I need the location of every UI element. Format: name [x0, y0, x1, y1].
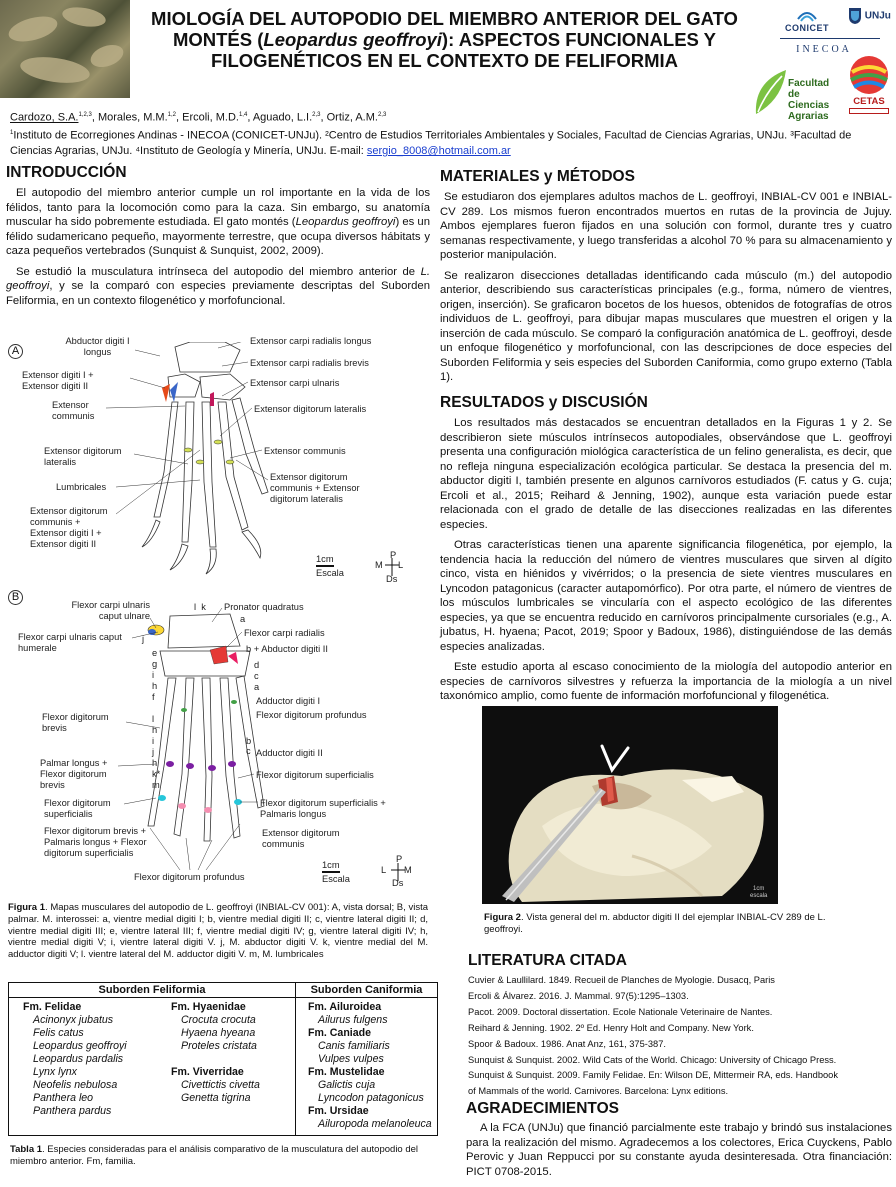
- title-part: MONTÉS (: [172, 29, 264, 50]
- figure1a-leader-lines: [0, 342, 430, 582]
- letters-left-column: e g i h f l h i j h k* m: [152, 648, 161, 790]
- author-sup: 2,3: [312, 112, 321, 118]
- text: , y se la comparó con especies previamente descriptas del Suborden Feliformia, en un contexto filogenético y morfofuncional.: [6, 280, 430, 307]
- results-section: [440, 394, 892, 704]
- text: Se estudió la musculatura intrínseca del autopodio del miembro anterior de: [16, 265, 421, 278]
- label-fds-palmaris: Flexor digitorum superficialis + Palmaris longus: [260, 798, 386, 819]
- compass-b-w: L: [381, 865, 387, 875]
- unju-logo: [848, 7, 894, 37]
- species-name: Acinonyx jubatus: [33, 1014, 114, 1026]
- affiliations: $^1$Instituto de Ecorregiones Andinas - INECOA (CONICET-UNJu). ²Centro de Estudios Territoriales Ambientales y Sociales, Facultad de Ciencias Agrarias, UNJu. ³Facultad de Ciencias Agrarias, UNJu. ⁴Instituto de Geología y Minería, UNJu. E-mail: sergio_8008@hotmail.com.ar: [10, 129, 852, 158]
- letters-right-column: d c a: [254, 660, 260, 692]
- label-adductor-digiti-ii: Adductor digiti II: [256, 748, 323, 758]
- label-extensor-communis: Extensor communis: [52, 400, 95, 421]
- species-name: Genetta tigrina: [181, 1092, 251, 1104]
- letter-a: a: [240, 614, 246, 624]
- poster-title: [132, 8, 757, 71]
- panel-b-letter: B: [8, 590, 23, 605]
- table1-col-felidae: [9, 998, 159, 1135]
- unju-shield-icon: [848, 7, 862, 25]
- cetas-subtitle-box: [849, 108, 889, 114]
- dissection-photo-drawing: [482, 706, 778, 904]
- compass-b-e: M: [404, 865, 412, 875]
- inecoa-logo: INECOA: [796, 44, 852, 55]
- letters-l-k: l k: [194, 602, 206, 612]
- methods-paragraph-2: Se realizaron disecciones detalladas identificando cada músculo (m.) del autopodio anterior, describiendo sus características principales (e.g., forma, número de vientres, origen, inserción). Se graficaron bocetos de los huesos, obtenidos de fotografías de otros individuos de L. geoffroyi, para dibujar mapas musculares que muestren el origen y la inserción de cada músculo. Se comparó la configuración anatómica de L. geoffroyi, desde un enfoque filogenético y morfofuncional, con las descripciones de doce especies del Suborden Feliformia y seis especies del Suborden Caniformia, como grupo externo (Tabla 1).: [440, 269, 892, 383]
- methods-heading: MATERIALES y MÉTODOS: [440, 168, 635, 185]
- author-2: Morales, M.M.: [97, 111, 168, 124]
- literature-section: [468, 952, 888, 1100]
- figure2-scale-label: escala: [750, 893, 768, 899]
- intro-paragraph-2: [6, 265, 430, 309]
- scale-bar-a: 1cm: [316, 554, 334, 567]
- figure2-caption-title: Figura 2: [484, 912, 521, 923]
- pointer-arrow-icon: [598, 742, 632, 776]
- species-name: Leopardus pardalis: [33, 1053, 124, 1065]
- author-3: Ercoli, M.D.: [182, 111, 239, 124]
- label-pronator-quadratus: Pronator quadratus: [224, 602, 304, 612]
- label-flexor-digitorum-profundus: Flexor digitorum profundus: [256, 710, 367, 720]
- label-extensor-digitorum-lateralis: Extensor digitorum lateralis: [254, 404, 367, 414]
- table1-header-caniformia: Suborden Caniformia: [310, 984, 423, 996]
- species-name: Lynx lynx: [33, 1066, 77, 1078]
- scale-label-b: Escala: [322, 874, 350, 884]
- results-paragraph-2: Otras características tienen una aparente significancia filogenética, por ejemplo, la tendencia hacia la reducción del número de vientres musculares que sirven al dígito cinco, vista en hiénidos y vivérridos; o la presencia de siete vientres musculares en Lyncodon patagonicus (caracter autapomórfico). Por otra parte, el número de vientres de los músculos lumbricales se vincularía con el aspecto ecológico de las diferentes especies, ya que se encuentra reducido en carnívoros principalmente cursoriales (e.g., A. jubatus, H. hyaena; Pacot, 2019; Spoor y Badoux, 1986), distinguiéndose de las demás especies analizadas.: [440, 539, 892, 653]
- compass-a-cross-icon: [385, 558, 399, 576]
- conicet-emblem-icon: [796, 7, 818, 23]
- author-4: Aguado, L.I.: [252, 111, 313, 124]
- figure1-caption: Figura 1. Mapas musculares del autopodio de L. geoffroyi (INBIAL-CV 001): A, vista dorsal; B, vista palmar. M. interossei: a, vientre medial digiti I; b, vientre medial digiti II; c, vientre lateral digiti II; d, vientre medial digiti III; e, vientre lateral III; f, vientre medial digiti IV; g, vientre lateral digiti IV; h, vientre medial digiti V; i, vientre lateral digiti V. j, M. abductor digiti V. k, vientre medial del M. adductor digiti V; l. vientre lateral del M. adductor digiti V. m, M. lumbricales: [8, 902, 428, 961]
- table1-caption-title: Tabla 1: [10, 1144, 43, 1155]
- title-line-2: [132, 29, 757, 50]
- figure2-photo: [482, 706, 778, 904]
- species-name: Galictis cuja: [318, 1079, 376, 1091]
- unju-text: UNJu: [864, 10, 891, 22]
- table1: [8, 982, 438, 1136]
- species-name: Ailurus fulgens: [318, 1014, 388, 1026]
- reference: Pacot. 2009. Doctoral dissertation. Ecole Nationale Veterinaire de Nantes.: [468, 1006, 773, 1017]
- family-name: Fm. Ailuroidea: [308, 1001, 382, 1013]
- reference: Ercoli & Álvarez. 2016. J. Mammal. 97(5):1295–1303.: [468, 990, 689, 1001]
- table1-col-caniformia: [296, 998, 437, 1135]
- inecoa-rule: [780, 38, 880, 39]
- species-name: Proteles cristata: [181, 1040, 257, 1052]
- species-name: Hyaena hyeana: [181, 1027, 256, 1039]
- figure1-panel-a: [0, 336, 430, 584]
- email-link[interactable]: sergio_8008@hotmail.com.ar: [366, 145, 511, 158]
- label-extensor-communis-2: Extensor communis: [264, 446, 346, 456]
- results-heading: RESULTADOS y DISCUSIÓN: [440, 394, 648, 411]
- results-paragraph-1: Los resultados más destacados se encuentran detallados en la Figuras 1 y 2. Se describieron siete músculos intrínsecos autopodiales, observándose que L. geoffroyi presenta una configuración miológica característica de un felino generalista, es decir, que no refleja ninguna especialización ecológica particular. Se destaca la presencia del m. abductor digiti I, también presente en algunos carnívoros estudiados (F. catus y G. cuja; Ercoli et al., 2015; Reihard & Jenning, 1902), aunque esta variación puede estar relacionada con el grado de detalle de las disecciones realizadas en las diferentes especies.: [440, 417, 892, 531]
- species-name: Canis familiaris: [318, 1040, 390, 1052]
- species-name: Lyncodon patagonicus: [318, 1092, 424, 1104]
- fca-logo: [752, 66, 838, 122]
- author-sup: 2,3: [377, 112, 387, 118]
- table1-body: [9, 998, 437, 1135]
- compass-b-s: Ds: [392, 878, 404, 888]
- figure1-panel-b: [0, 588, 430, 888]
- methods-paragraph-1: Se estudiaron dos ejemplares adultos machos de L. geoffroyi, INBIAL-CV 001 e INBIAL-CV 289. Los mismos fueron encontrados muertos en rutas de la provincia de Jujuy. Ambos ejemplares fueron fijados en una solución con formol, durante tres y cuatro semanas respectivamente, y luego transferidas a alcohol 70 % para su almacenamiento y posterior manipulación.: [440, 191, 892, 261]
- label-fdp-bottom: Flexor digitorum profundus: [134, 872, 245, 882]
- family-name: Fm. Hyaenidae: [171, 1001, 246, 1013]
- family-name: Fm. Mustelidae: [308, 1066, 385, 1078]
- conicet-logo: [768, 7, 846, 33]
- label-flexor-digitorum-brevis: Flexor digitorum brevis: [42, 712, 109, 733]
- species-name: Civettictis civetta: [181, 1079, 260, 1091]
- figure2-scale-value: 1cm: [753, 886, 765, 892]
- label-abductor-digiti-i-longus: Abductor digiti I longus: [65, 336, 130, 357]
- species-name: Panthera pardus: [33, 1105, 112, 1117]
- label-extensor-digitorum-communis: Extensor digitorum communis: [262, 828, 340, 849]
- family-name: Fm. Felidae: [23, 1001, 82, 1013]
- authors-line: Cardozo, S.A.$^{1,2,3}$, Morales, M.M.$^{1,2}$, Ercoli, M.D.$^{1,4}$, Aguado, L.I.$^{2,3}$, Ortiz, A.M.$^{2,3}$: [10, 111, 387, 124]
- species-name: Neofelis nebulosa: [33, 1079, 118, 1091]
- label-fcu-caput-ulnare: Flexor carpi ulnaris caput ulnare: [71, 600, 150, 621]
- label-extensor-digitorum-communis-digiti: Extensor digitorum communis + Extensor digiti I + Extensor digiti II: [30, 506, 108, 549]
- fca-text: [788, 78, 838, 122]
- author-sup: 1,2: [167, 112, 176, 118]
- table1-header: [9, 983, 437, 998]
- literature-heading: LITERATURA CITADA: [468, 952, 627, 969]
- label-extensor-carpi-ulnaris: Extensor carpi ulnaris: [250, 378, 340, 388]
- letter-j: j: [142, 634, 145, 644]
- label-adductor-digiti-i: Adductor digiti I: [256, 696, 321, 706]
- compass-a-s: Ds: [386, 574, 398, 584]
- species: L. geoffroyi: [6, 265, 430, 292]
- fca-line: Facultad: [788, 78, 830, 89]
- compass-b-n: P: [396, 854, 403, 864]
- intro-section: [6, 164, 430, 308]
- reference: Spoor & Badoux. 1986. Anat Anz, 161, 375-387.: [468, 1038, 666, 1049]
- label-palmar-longus-fdb: Palmar longus + Flexor digitorum brevis: [40, 758, 108, 790]
- title-line-3: FILOGENÉTICOS EN EL CONTEXTO DE FELIFORMIA: [211, 50, 678, 71]
- family-name: Fm. Ursidae: [308, 1105, 369, 1117]
- results-paragraph-3: Este estudio aporta al escaso conocimiento de la miología del autopodio anterior en especies de carnívoros silvestres y refuerza la importancia de la miología a un nivel taxonómico amplio, como fuente de información morfofuncional y filogenética.: [440, 661, 892, 702]
- text: ) es un félido sudamericano pequeño, mayormente terrestre, que ocupa diversos hábitats y caza pequeños vertebrados (Sunquist & Sunquist, 2002, 2009).: [6, 216, 430, 257]
- label-extensor-digitorum-communis-lateralis: Extensor digitorum communis + Extensor digitorum lateralis: [270, 472, 360, 504]
- label-fds-2: Flexor digitorum superficialis: [44, 798, 111, 819]
- label-fdb-pl-fds: Flexor digitorum brevis + Palmaris longus + Flexor digitorum superficialis: [44, 826, 147, 858]
- label-fcu-caput-humerale: Flexor carpi ulnaris caput humerale: [18, 632, 122, 653]
- reference: of Mammals of the world. Carnivores. Barcelona: Lynx editions.: [468, 1086, 729, 1097]
- reference: Sunquist & Sunquist. 2002. Wild Cats of the World. Chicago: University of Chicago Press.: [468, 1054, 837, 1065]
- compass-a-n: P: [390, 550, 397, 560]
- intro-paragraph-1: [6, 186, 430, 259]
- scale-bar-b: 1cm: [322, 860, 340, 873]
- species: Leopardus geoffroyi: [295, 216, 396, 228]
- cetas-text: CETAS: [853, 96, 885, 107]
- title-line-1: MIOLOGÍA DEL AUTOPODIO DEL MIEMBRO ANTERIOR DEL GATO: [151, 8, 738, 29]
- label-lumbricales: Lumbricales: [56, 482, 107, 492]
- table1-header-feliformia: Suborden Feliformia: [9, 983, 296, 997]
- methods-section: [440, 168, 892, 385]
- author-1: Cardozo, S.A.: [10, 111, 79, 124]
- table1-col-hyaenidae-viverridae: [159, 998, 296, 1135]
- label-flexor-carpi-radialis: Flexor carpi radialis: [244, 628, 325, 638]
- compass-a-e: L: [398, 560, 404, 570]
- figure2-scale: [750, 886, 767, 900]
- figure2-caption-text: . Vista general del m. abductor digiti II del ejemplar INBIAL-CV 289 de L. geoffroyi.: [484, 912, 826, 935]
- cetas-logo: [842, 54, 896, 120]
- species-name: Crocuta crocuta: [181, 1014, 256, 1026]
- family-name: Fm. Caniade: [308, 1027, 371, 1039]
- figure1-caption-text: Mapas musculares del autopodio de L. geoffroyi (INBIAL-CV 001): A, vista dorsal; B, vista palmar. M. interossei: a, vientre medial digiti I; b, vientre medial digiti II; c, vientre lateral digiti II; d, vientre medial digiti III; e, vientre lateral III; f, vientre medial digiti IV; g, vientre lateral digiti IV; h, vientre medial digiti V; i, vientre lateral digiti V. j, M. abductor digiti V. k, vientre medial del M. adductor digiti V; l. vientre lateral del M. adductor digiti V. m, M. lumbricales: [8, 902, 428, 961]
- fca-line: de Ciencias: [788, 89, 830, 111]
- title-species: Leopardus geoffroyi: [263, 29, 442, 50]
- cetas-globe-icon: [847, 54, 891, 96]
- figure2-caption: [484, 912, 864, 936]
- label-extensor-carpi-radialis-longus: Extensor carpi radialis longus: [250, 336, 372, 346]
- ack-section: [466, 1100, 892, 1179]
- ack-heading: AGRADECIMIENTOS: [466, 1100, 620, 1117]
- compass-a-w: M: [375, 560, 383, 570]
- species-name: Felis catus: [33, 1027, 84, 1039]
- conicet-text: CONICET: [785, 23, 829, 33]
- figure1-caption-title: Figura 1: [8, 902, 46, 913]
- species-name: Ailuropoda melanoleuca: [318, 1118, 432, 1130]
- letters-right-column-2: b c: [246, 736, 252, 756]
- author-sup: 1,2,3: [78, 112, 92, 118]
- text: El autopodio del miembro anterior cumple un rol importante en la vida de los félidos, tanto para la locomoción como para la caza. Sin embargo, su anatomía muscular ha sido pobremente estudiada. El gato montés (: [6, 187, 430, 228]
- ack-paragraph: A la FCA (UNJu) que financió parcialmente este trabajo y brindó sus instalaciones para la realización del mismo. Agradecemos a los colectores, Erica Cuyckens, Pablo Perovic y Juan Reppucci por su constante ayuda desinteresada. Otra financiación: PICT 0708-2015.: [466, 1122, 892, 1178]
- scale-label-a: Escala: [316, 568, 344, 578]
- species-name: Vulpes vulpes: [318, 1053, 384, 1065]
- reference: Sunquist & Sunquist. 2009. Family Felidae. En: Wilson DE, Mittermeir RA, eds. Handbook: [468, 1070, 838, 1081]
- fca-leaf-icon: [752, 66, 790, 118]
- species-name: Panthera leo: [33, 1092, 94, 1104]
- label-extensor-carpi-radialis-brevis: Extensor carpi radialis brevis: [250, 358, 369, 368]
- author-5: Ortiz, A.M.: [326, 111, 378, 124]
- compass-b-cross-icon: [391, 863, 405, 881]
- affiliations-text: Instituto de Ecorregiones Andinas - INECOA (CONICET-UNJu). ²Centro de Estudios Territoriales Ambientales y Sociales, Facultad de Ciencias Agrarias, UNJu. ³Facultad de Ciencias Agrarias, UNJu. ⁴Instituto de Geología y Minería, UNJu. E-mail:: [10, 129, 852, 158]
- table1-caption: [10, 1144, 440, 1168]
- title-part: ): ASPECTOS FUNCIONALES Y: [441, 29, 717, 50]
- table1-caption-text: . Especies consideradas para el análisis comparativo de la musculatura del autopodio del miembro anterior. Fm, familia.: [10, 1144, 419, 1167]
- family-name: Fm. Viverridae: [171, 1066, 244, 1078]
- figure1b-leader-lines: [0, 588, 430, 888]
- species-name: Leopardus geoffroyi: [33, 1040, 127, 1052]
- author-sup: 1,4: [238, 112, 248, 118]
- fca-line: Agrarias: [788, 111, 829, 122]
- reference: Reihard & Jenning. 1902. 2º Ed. Henry Holt and Company. New York.: [468, 1022, 754, 1033]
- label-extensor-digiti-i-ii: Extensor digiti I + Extensor digiti II: [22, 370, 94, 391]
- label-fds: Flexor digitorum superficialis: [256, 770, 374, 780]
- label-abductor-digiti-ii: b + Abductor digiti II: [246, 644, 328, 654]
- header-cats-photo: [0, 0, 130, 98]
- reference: Cuvier & Laullilard. 1849. Recueil de Planches de Myologie. Dusacq, Paris: [468, 975, 775, 985]
- label-extensor-digitorum-lateralis-2: Extensor digitorum lateralis: [44, 446, 122, 467]
- intro-heading: INTRODUCCIÓN: [6, 164, 127, 181]
- panel-a-letter: A: [8, 344, 23, 359]
